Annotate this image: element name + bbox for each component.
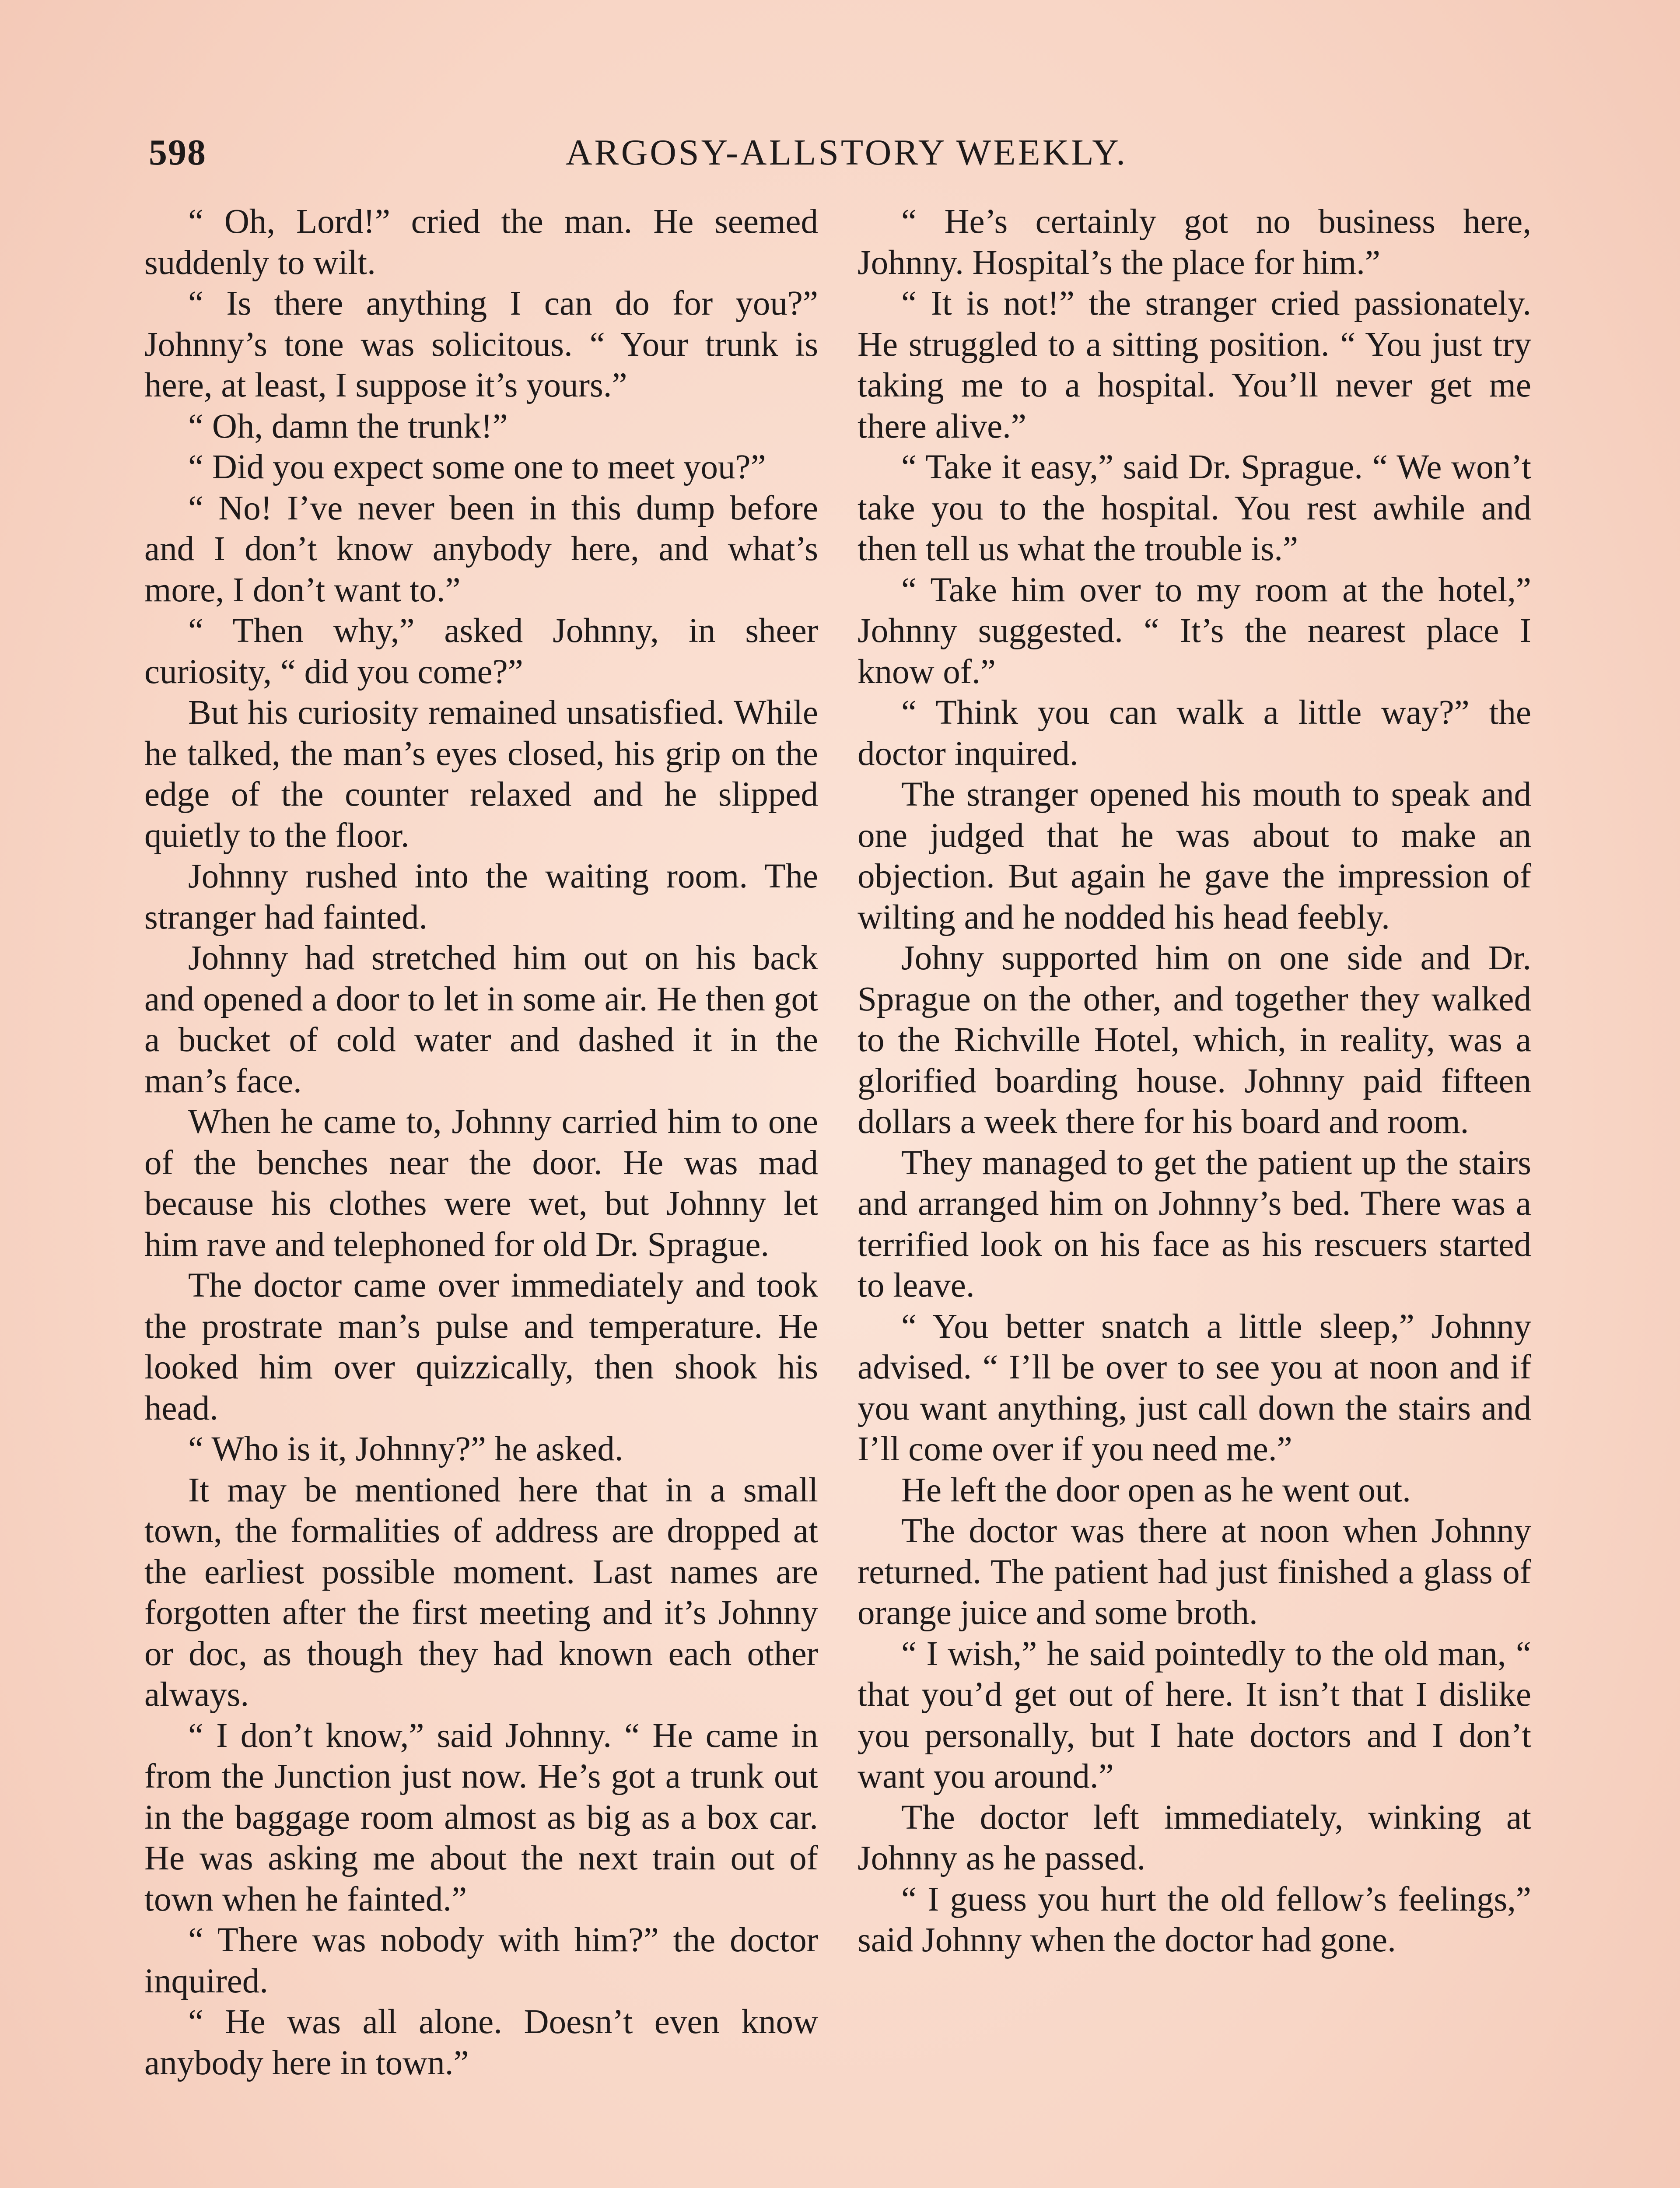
- paragraph: Johny supported him on one side and Dr. Sprague on the other, and together they walked to the Richville Hotel, which, in reality, was a glorified boarding house. Johnny paid fifteen dollars a week there for his board and room.: [858, 939, 1531, 1141]
- paragraph: “ It is not!” the stranger cried passionately. He struggled to a sitting position. “ You just try taking me to a hospital. You’ll never get me there alive.”: [858, 284, 1531, 445]
- page-header: [149, 131, 1544, 179]
- paragraph: “ Is there anything I can do for you?” Johnny’s tone was solicitous. “ Your trunk is here, at least, I suppose it’s yours.”: [144, 284, 818, 404]
- paragraph: “ Then why,” asked Johnny, in sheer curiosity, “ did you come?”: [144, 612, 818, 691]
- paragraph: “ No! I’ve never been in this dump before and I don’t know anybody here, and what’s more, I don’t want to.”: [144, 489, 818, 609]
- paragraph: “ I wish,” he said pointedly to the old man, “ that you’d get out of here. It isn’t that I dislike you personally, but I hate doctors and I don’t want you around.”: [858, 1634, 1531, 1795]
- paragraph: “ I guess you hurt the old fellow’s feelings,” said Johnny when the doctor had gone.: [858, 1880, 1531, 1959]
- paragraph: “ Who is it, Johnny?” he asked.: [188, 1430, 623, 1468]
- paragraph: It may be mentioned here that in a small town, the formalities of address are dropped at the earliest possible moment. Last names are forgotten after the first meeting and it’s Johnny or doc, as though they had known each other always.: [144, 1471, 818, 1714]
- paragraph: When he came to, Johnny carried him to one of the benches near the door. He was mad because his clothes were wet, but Johnny let him rave and telephoned for old Dr. Sprague.: [144, 1103, 818, 1264]
- paragraph: The stranger opened his mouth to speak and one judged that he was about to make an objection. But again he gave the impression of wilting and he nodded his head feebly.: [858, 775, 1531, 936]
- paragraph: But his curiosity remained unsatisfied. While he talked, the man’s eyes closed, his grip on the edge of the counter relaxed and he slipped quietly to the floor.: [144, 694, 818, 855]
- paragraph: The doctor was there at noon when Johnny returned. The patient had just finished a glass of orange juice and some broth.: [858, 1512, 1531, 1632]
- paragraph: “ He’s certainly got no business here, Johnny. Hospital’s the place for him.”: [858, 203, 1531, 282]
- paragraph: “ You better snatch a little sleep,” Johnny advised. “ I’ll be over to see you at noon and if you want anything, just call down the stairs and I’ll come over if you need me.”: [858, 1307, 1531, 1468]
- paragraph: Johnny rushed into the waiting room. The stranger had fainted.: [144, 857, 818, 936]
- paragraph: “ There was nobody with him?” the doctor inquired.: [144, 1921, 818, 2000]
- paragraph: “ Did you expect some one to meet you?”: [188, 448, 766, 486]
- paragraph: “ I don’t know,” said Johnny. “ He came in from the Junction just now. He’s got a trunk out in the baggage room almost as big as a box car. He was asking me about the next train out of town when he fainted.”: [144, 1716, 818, 1918]
- paragraph: The doctor left immediately, winking at Johnny as he passed.: [858, 1798, 1531, 1877]
- right-column: [858, 201, 1531, 1961]
- paragraph: “ Oh, Lord!” cried the man. He seemed suddenly to wilt.: [144, 203, 818, 282]
- paragraph: They managed to get the patient up the stairs and arranged him on Johnny’s bed. There was a terrified look on his face as his rescuers started to leave.: [858, 1143, 1531, 1304]
- paragraph: “ Take it easy,” said Dr. Sprague. “ We won’t take you to the hospital. You rest awhile and then tell us what the trouble is.”: [858, 448, 1531, 568]
- paragraph: He left the door open as he went out.: [901, 1471, 1411, 1509]
- left-column: [144, 201, 818, 2083]
- running-head: ARGOSY-ALLSTORY WEEKLY.: [565, 132, 1128, 173]
- paragraph: Johnny had stretched him out on his back and opened a door to let in some air. He then got a bucket of cold water and dashed it in the man’s face.: [144, 939, 818, 1100]
- paragraph: “ Oh, damn the trunk!”: [188, 407, 508, 445]
- paragraph: “ Take him over to my room at the hotel,” Johnny suggested. “ It’s the nearest place I know of.”: [858, 571, 1531, 691]
- paragraph: The doctor came over immediately and took the prostrate man’s pulse and temperature. He looked him over quizzically, then shook his head.: [144, 1266, 818, 1427]
- page-number: 598: [149, 132, 206, 173]
- paragraph: “ He was all alone. Doesn’t even know anybody here in town.”: [144, 2003, 818, 2082]
- paragraph: “ Think you can walk a little way?” the doctor inquired.: [858, 694, 1531, 773]
